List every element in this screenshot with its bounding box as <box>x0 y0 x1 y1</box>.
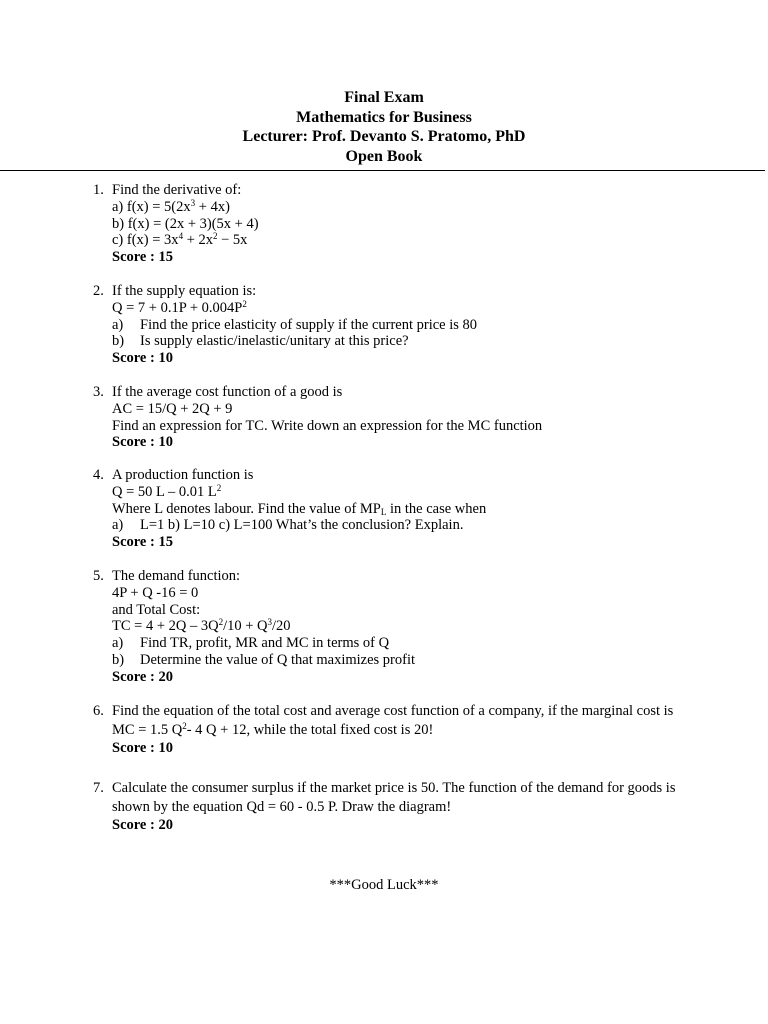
question-equation: AC = 15/Q + 2Q + 9 <box>112 400 233 417</box>
question-5 <box>93 568 683 686</box>
question-task: Find an expression for TC. Write down an expression for the MC function <box>112 417 543 434</box>
good-luck-footer: ***Good Luck*** <box>329 877 439 893</box>
question-3 <box>93 384 683 451</box>
question-score: Score : 20 <box>112 668 173 685</box>
question-text: and Total Cost: <box>112 601 201 618</box>
question-part-a: a) L=1 b) L=10 c) L=100 What’s the conclusion? Explain. <box>112 517 464 534</box>
question-text: Calculate the consumer surplus if the market price is 50. The function of the demand for goods is shown by the equation Qd = 60 - 0.5 P. Draw the diagram! <box>112 780 676 815</box>
exam-mode: Open Book <box>345 147 423 165</box>
question-task: Where L denotes labour. Find the value of $MP_L$ in the case when <box>112 500 487 517</box>
question-2 <box>93 283 683 367</box>
question-number: 2. <box>93 283 104 299</box>
question-equation: Q = 50 L – 0.01 $L^2$ <box>112 482 222 500</box>
question-1 <box>93 182 683 266</box>
question-number: 4. <box>93 467 104 483</box>
question-text: Find the equation of the total cost and average cost function of a company, if the marginal cost is MC = 1.5 $Q^2-$ 4 Q + 12, while the total fixed cost is 20! <box>112 703 674 738</box>
question-part-c: c) $f(x) = 3x^4 + 2x^2 - 5x$ <box>112 231 248 249</box>
question-part-b: b) Is supply elastic/inelastic/unitary at this price? <box>112 333 409 350</box>
question-number: 7. <box>93 780 104 796</box>
question-text: A production function is <box>112 467 254 483</box>
question-part-a: a) $f(x) = 5(2x^3 + 4x)$ <box>112 197 230 215</box>
question-number: 6. <box>93 703 104 719</box>
question-score: Score : 15 <box>112 534 173 551</box>
lecturer-name: Lecturer: Prof. Devanto S. Pratomo, PhD <box>242 128 526 145</box>
question-part-a: a) Find the price elasticity of supply if the current price is 80 <box>112 316 478 333</box>
question-text: If the supply equation is: <box>112 283 257 299</box>
exam-title: Final Exam <box>344 89 424 106</box>
question-text: Find the derivative of: <box>112 182 242 198</box>
question-7 <box>93 779 683 834</box>
question-4 <box>93 467 683 551</box>
question-score: Score : 10 <box>112 350 173 367</box>
question-6 <box>93 702 683 757</box>
question-equation: TC = $4 + 2Q - 3Q^2/10 + Q^3/20$ <box>112 617 291 635</box>
question-part-b: b) f(x) = (2x + 3)(5x + 4) <box>112 215 259 232</box>
question-number: 3. <box>93 384 104 400</box>
question-score: Score : 10 <box>112 434 173 451</box>
question-score: Score : 15 <box>112 249 173 266</box>
header-divider <box>0 170 765 171</box>
question-text: The demand function: <box>112 568 241 584</box>
question-number: 1. <box>93 182 104 198</box>
exam-header <box>0 88 768 166</box>
question-score: Score : 20 <box>112 817 173 833</box>
course-title: Mathematics for Business <box>296 108 472 126</box>
question-part-a: a) Find TR, profit, MR and MC in terms of Q <box>112 635 390 652</box>
question-part-b: b) Determine the value of Q that maximizes profit <box>112 651 416 668</box>
question-number: 5. <box>93 568 104 584</box>
question-equation: $Q = 7 + 0.1P + 0.004P^2$ <box>112 298 247 316</box>
question-equation: 4P + Q -16 = 0 <box>112 584 199 601</box>
question-score: Score : 10 <box>112 740 173 756</box>
question-text: If the average cost function of a good is <box>112 384 343 400</box>
